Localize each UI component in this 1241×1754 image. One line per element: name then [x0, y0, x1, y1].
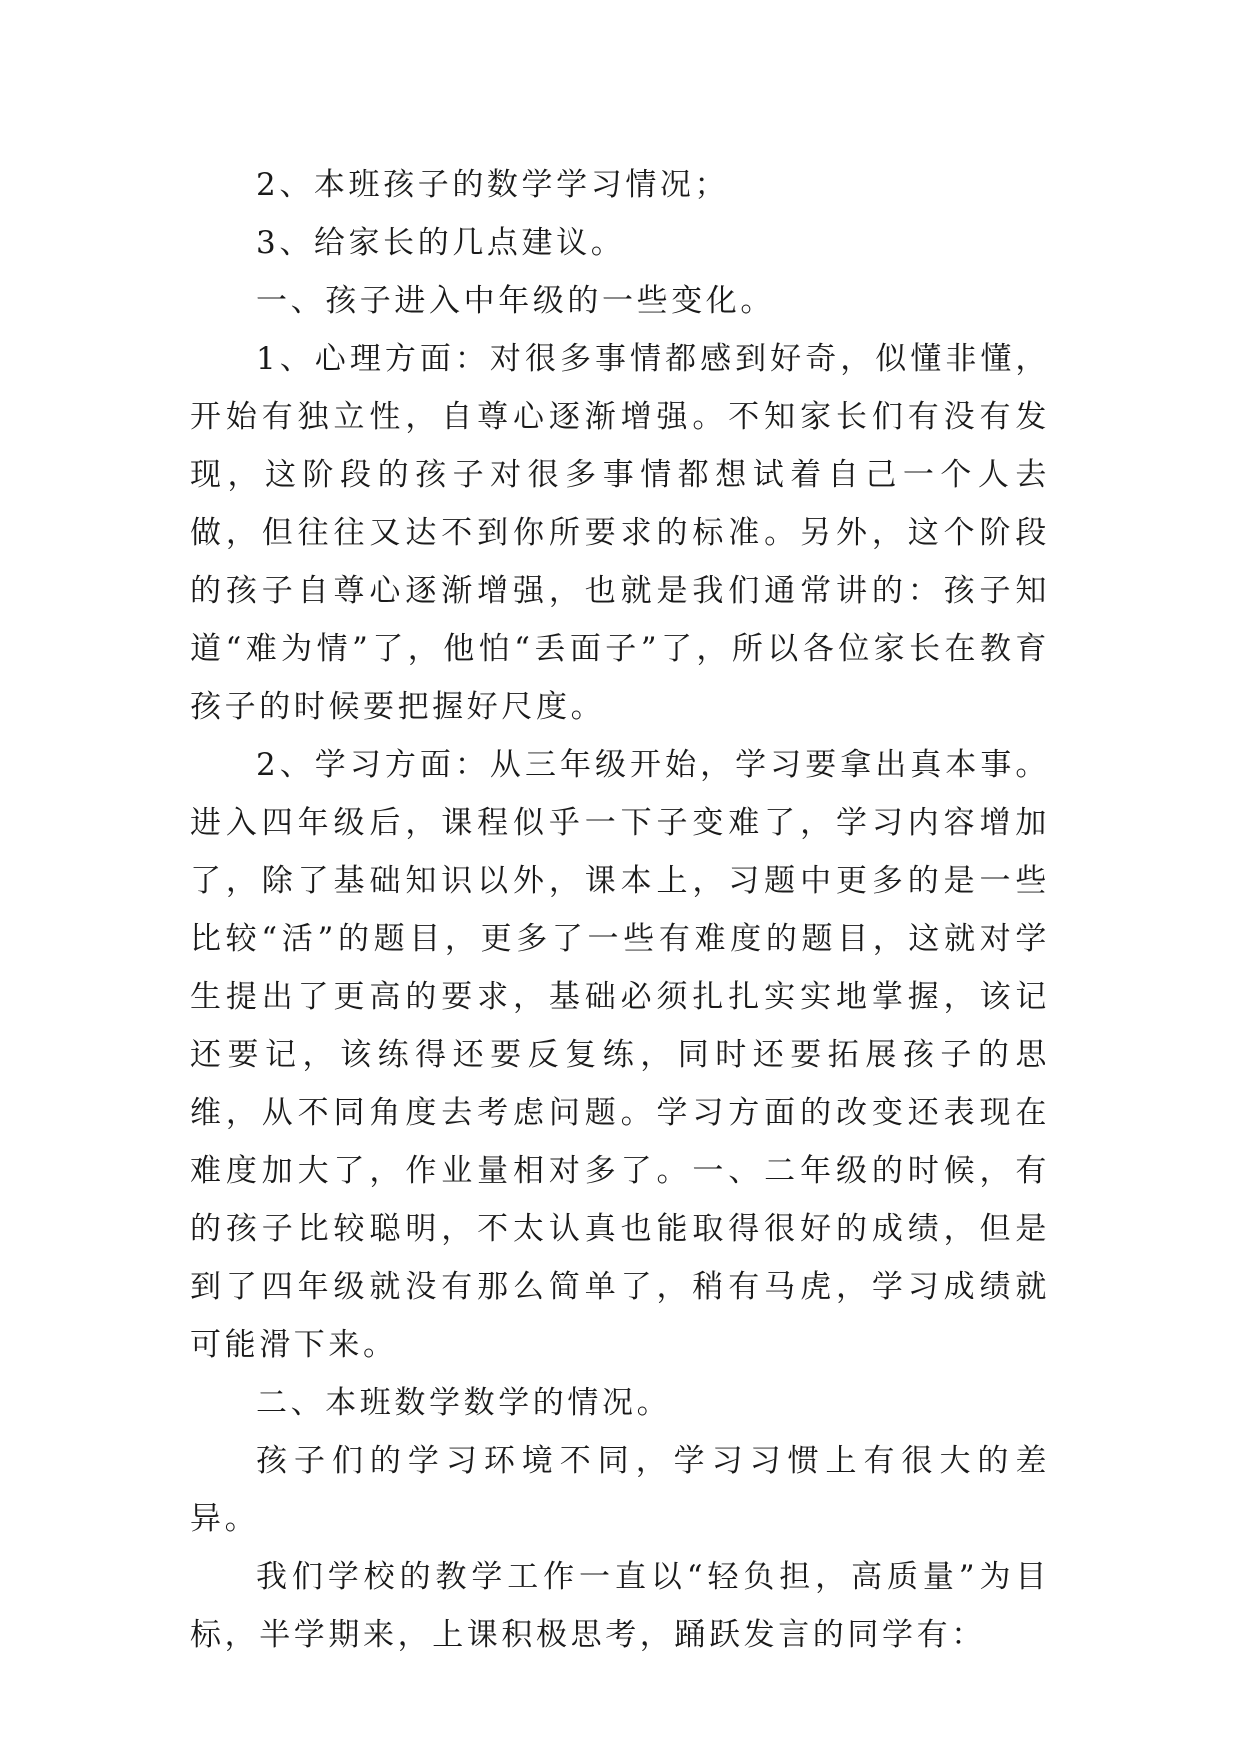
- paragraph-school-goal: 我们学校的教学工作一直以“轻负担，高质量”为目标，半学期来，上课积极思考，踊跃发言的同学有：: [190, 1559, 1050, 1653]
- paragraph-environment: 孩子们的学习环境不同，学习习惯上有很大的差异。: [190, 1443, 1050, 1537]
- section-heading-2: 二、本班数学数学的情况。: [256, 1385, 672, 1421]
- paragraph-psychology: 1、心理方面：对很多事情都感到好奇，似懂非懂，开始有独立性，自尊心逐渐增强。不知家长们有没有发现，这阶段的孩子对很多事情都想试着自己一个人去做，但往往又达不到你所要求的标准。另外，这个阶段的孩子自尊心逐渐增强，也就是我们通常讲的：孩子知道“难为情”了，他怕“丢面子”了，所以各位家长在教育孩子的时候要把握好尺度。: [190, 341, 1050, 725]
- section-heading-1: 一、孩子进入中年级的一些变化。: [256, 283, 775, 319]
- paragraph-learning: 2、学习方面：从三年级开始，学习要拿出真本事。进入四年级后，课程似乎一下子变难了，学习内容增加了，除了基础知识以外，课本上，习题中更多的是一些比较“活”的题目，更多了一些有难度的题目，这就对学生提出了更高的要求，基础必须扎扎实实地掌握，该记还要记，该练得还要反复练，同时还要拓展孩子的思维，从不同角度去考虑问题。学习方面的改变还表现在难度加大了，作业量相对多了。一、二年级的时候，有的孩子比较聪明，不太认真也能取得很好的成绩，但是到了四年级就没有那么简单了，稍有马虎，学习成绩就可能滑下来。: [190, 747, 1050, 1363]
- paragraph-item-2: 2、本班孩子的数学学习情况；: [256, 167, 730, 203]
- document-body: [190, 156, 1050, 1664]
- paragraph-item-3: 3、给家长的几点建议。: [256, 225, 626, 261]
